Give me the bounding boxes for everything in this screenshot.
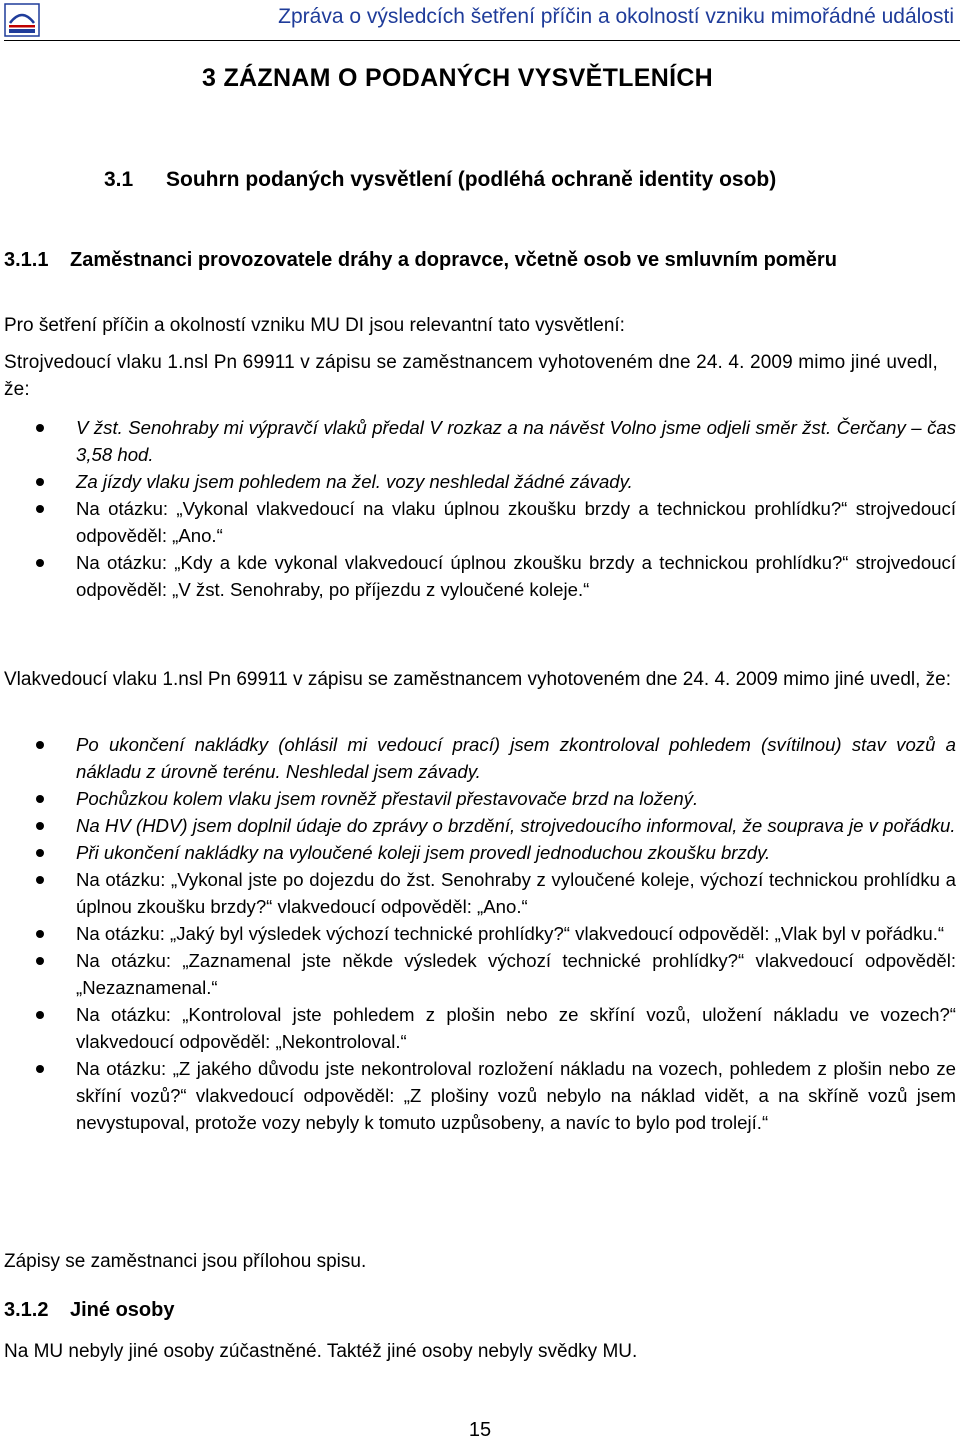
list-item: Na otázku: „Jaký byl výsledek výchozí technické prohlídky?“ vlakvedoucí odpověděl: „Vlak byl v pořádku.“ <box>36 920 956 947</box>
list-item: Při ukončení nakládky na vyloučené koleji jsem provedl jednoduchou zkoušku brzdy. <box>36 839 956 866</box>
drazni-inspekce-logo <box>4 3 40 37</box>
intro-paragraph: Pro šetření příčin a okolností vzniku MU DI jsou relevantní tato vysvětlení: <box>4 315 625 336</box>
list-item: Na otázku: „Z jakého důvodu jste nekontroloval rozložení nákladu na vozech, pohledem z plošin nebo ze skříní vozů?“ vlakvedoucí odpověděl: „Z plošiny vozů nebylo na náklad vidět, a na skříně vozů jsem nevystupoval, protože vozy nebyly k tomuto uzpůsobeny, a navíc to bylo pod trolejí.“ <box>36 1055 956 1136</box>
list-item: Pochůzkou kolem vlaku jsem rovněž přestavil přestavovače brzd na ložený. <box>36 785 956 812</box>
section-3-1-1-heading <box>4 247 954 274</box>
bullet-icon <box>36 1011 44 1019</box>
section-3-1-heading <box>104 168 776 192</box>
strojvedouci-statements <box>36 414 956 603</box>
bullet-icon <box>36 849 44 857</box>
bullet-icon <box>36 478 44 486</box>
bullet-icon <box>36 424 44 432</box>
section-3-1-number: 3.1 <box>104 168 134 191</box>
bullet-icon <box>36 795 44 803</box>
vlakvedouci-statements <box>36 731 956 1136</box>
list-item: Na otázku: „Zaznamenal jste někde výsledek výchozí technické prohlídky?“ vlakvedoucí odpověděl: „Nezaznamenal.“ <box>36 947 956 1001</box>
list-item: Na otázku: „Vykonal vlakvedoucí na vlaku úplnou zkoušku brzdy a technickou prohlídku?“ strojvedoucí odpověděl: „Ano.“ <box>36 495 956 549</box>
section-3-1-1-title: Zaměstnanci provozovatele dráhy a dopravce, včetně osob ve smluvním poměru <box>70 249 837 271</box>
bullet-icon <box>36 822 44 830</box>
zapisy-paragraph: Zápisy se zaměstnanci jsou přílohou spisu. <box>4 1251 367 1272</box>
bullet-icon <box>36 559 44 567</box>
bullet-icon <box>36 876 44 884</box>
section-3-1-title: Souhrn podaných vysvětlení (podléhá ochraně identity osob) <box>166 168 777 191</box>
header-divider <box>4 40 960 41</box>
header-title: Zpráva o výsledcích šetření příčin a okolností vzniku mimořádné události <box>278 5 954 28</box>
section-3-1-2-heading <box>4 1299 174 1322</box>
section-3-heading: 3 ZÁZNAM O PODANÝCH VYSVĚTLENÍCH <box>202 64 714 92</box>
jine-osoby-paragraph: Na MU nebyly jiné osoby zúčastněné. Taktéž jiné osoby nebyly svědky MU. <box>4 1341 638 1362</box>
section-3-1-1-number: 3.1.1 <box>4 249 49 271</box>
bullet-icon <box>36 1065 44 1073</box>
bullet-icon <box>36 505 44 513</box>
list-item: Po ukončení nakládky (ohlásil mi vedoucí prací) jsem zkontroloval pohledem (svítilnou) stav vozů a nákladu z úrovně terénu. Neshledal jsem závady. <box>36 731 956 785</box>
strojvedouci-intro: Strojvedoucí vlaku 1.nsl Pn 69911 v zápisu se zaměstnancem vyhotoveném dne 24. 4. 2009 mimo jiné uvedl, že: <box>4 352 938 400</box>
section-3-1-2-number: 3.1.2 <box>4 1299 49 1321</box>
vlakvedouci-intro: Vlakvedoucí vlaku 1.nsl Pn 69911 v zápisu se zaměstnancem vyhotoveném dne 24. 4. 2009 mimo jiné uvedl, že: <box>4 669 952 690</box>
list-item: Za jízdy vlaku jsem pohledem na žel. vozy neshledal žádné závady. <box>36 468 956 495</box>
bullet-icon <box>36 930 44 938</box>
bullet-icon <box>36 741 44 749</box>
bullet-icon <box>36 957 44 965</box>
page-number: 15 <box>468 1419 492 1441</box>
list-item: Na HV (HDV) jsem doplnil údaje do zprávy o brzdění, strojvedoucího informoval, že souprava je v pořádku. <box>36 812 956 839</box>
list-item: Na otázku: „Vykonal jste po dojezdu do žst. Senohraby z vyloučené koleje, výchozí technickou prohlídku a úplnou zkoušku brzdy?“ vlakvedoucí odpověděl: „Ano.“ <box>36 866 956 920</box>
list-item: V žst. Senohraby mi výpravčí vlaků předal V rozkaz a na návěst Volno jsme odjeli směr žst. Čerčany – čas 3,58 hod. <box>36 414 956 468</box>
list-item: Na otázku: „Kontroloval jste pohledem z plošin nebo ze skříní vozů, uložení nákladu ve vozech?“ vlakvedoucí odpověděl: „Nekontroloval.“ <box>36 1001 956 1055</box>
section-3-1-2-title: Jiné osoby <box>70 1299 175 1321</box>
list-item: Na otázku: „Kdy a kde vykonal vlakvedoucí úplnou zkoušku brzdy a technickou prohlídku?“ strojvedoucí odpověděl: „V žst. Senohraby, po příjezdu z vyloučené koleje.“ <box>36 549 956 603</box>
